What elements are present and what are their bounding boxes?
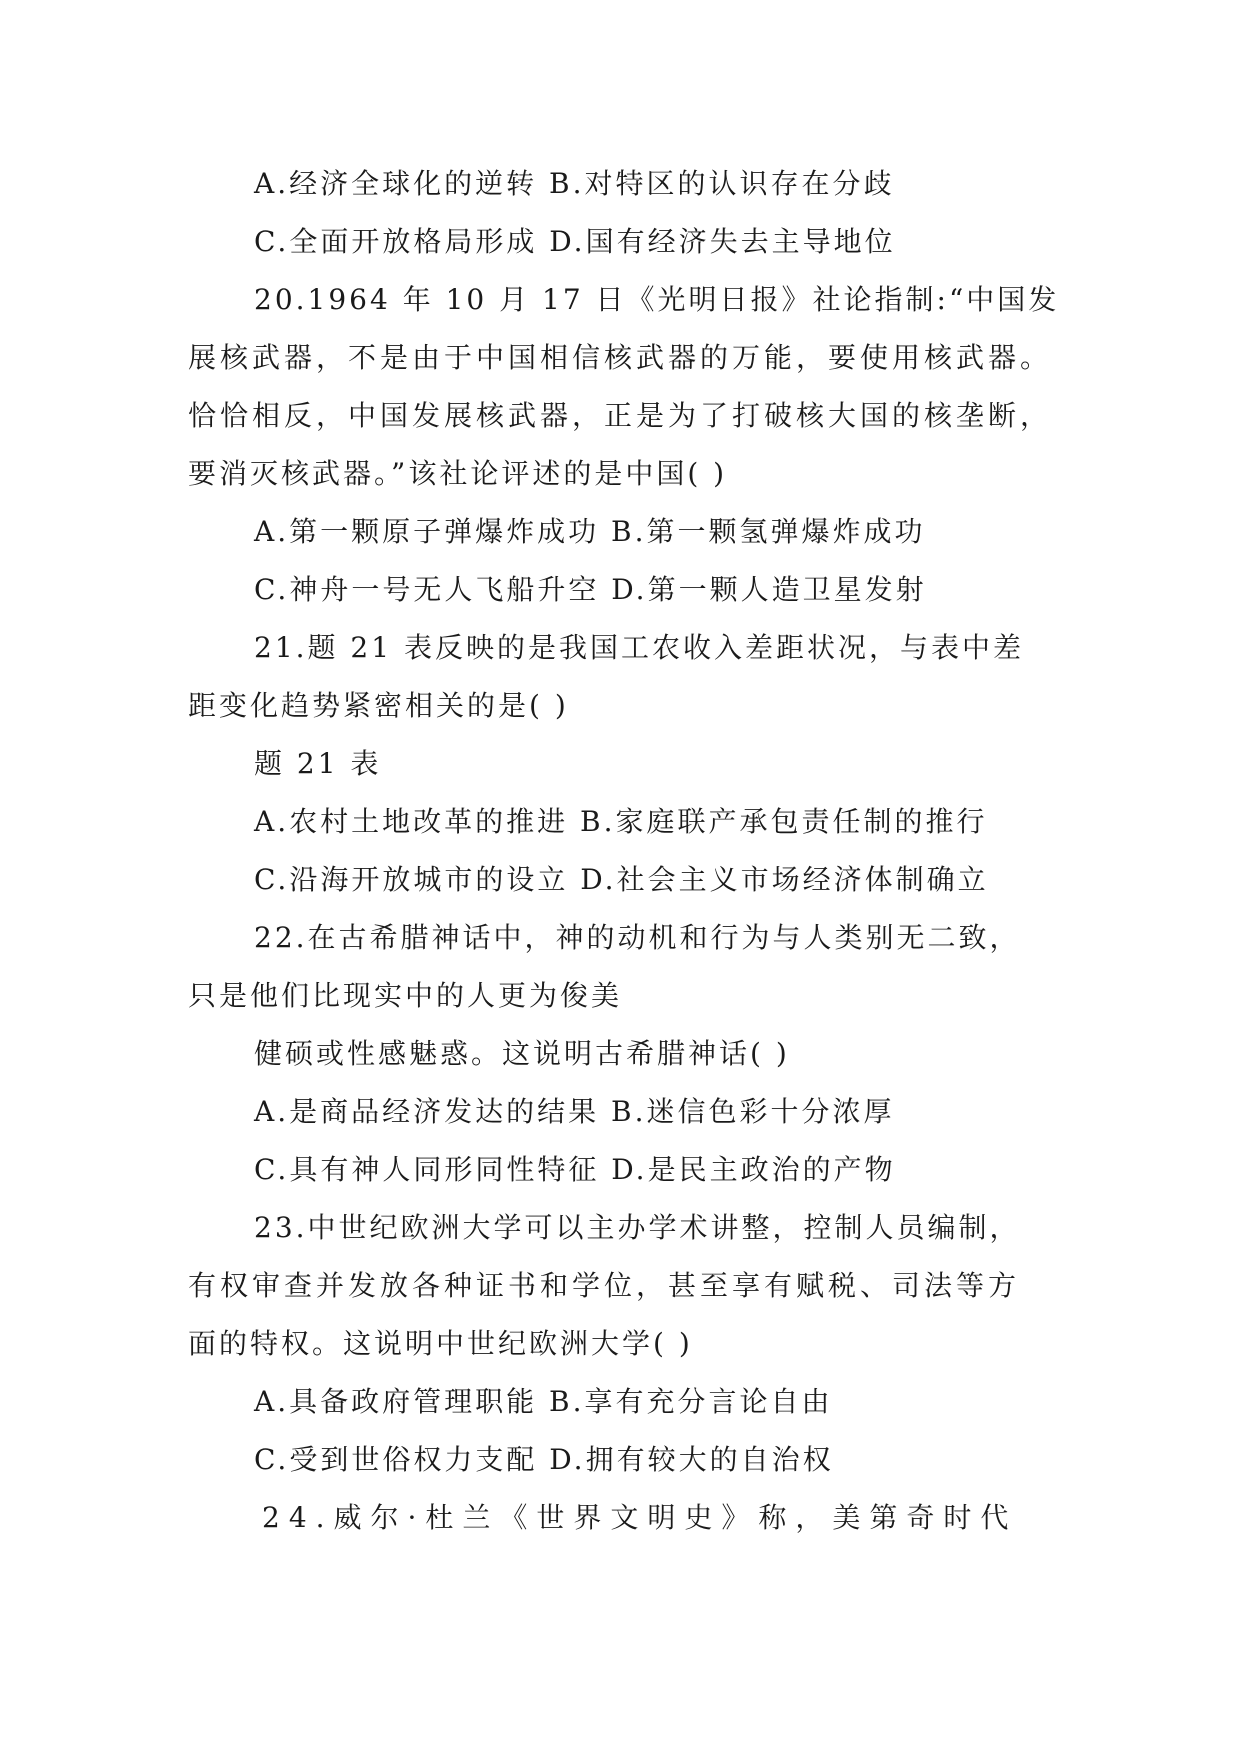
q22-stem-line-3: 健硕或性感魅惑。这说明古希腊神话( ) <box>254 1037 790 1070</box>
q20-options-cd: C.神舟一号无人飞船升空 D.第一颗人造卫星发射 <box>254 573 927 606</box>
q20-stem-line-1: 20.1964 年 10 月 17 日《光明日报》社论指制:“中国发 <box>254 283 1060 316</box>
q23-options-ab: A.具备政府管理职能 B.享有充分言论自由 <box>254 1385 833 1418</box>
q23-options-cd: C.受到世俗权力支配 D.拥有较大的自治权 <box>254 1443 834 1476</box>
q21-options-ab: A.农村土地改革的推进 B.家庭联产承包责任制的推行 <box>254 805 988 838</box>
q20-stem-line-4: 要消灭核武器。”该社论评述的是中国( ) <box>188 457 728 490</box>
q19-options-ab: A.经济全球化的逆转 B.对特区的认识存在分歧 <box>254 167 895 200</box>
q19-options-cd: C.全面开放格局形成 D.国有经济失去主导地位 <box>254 225 896 258</box>
q20-options-ab: A.第一颗原子弹爆炸成功 B.第一颗氢弹爆炸成功 <box>254 515 926 548</box>
q21-options-cd: C.沿海开放城市的设立 D.社会主义市场经济体制确立 <box>254 863 989 896</box>
q22-options-cd: C.具有神人同形同性特征 D.是民主政治的产物 <box>254 1153 896 1186</box>
q23-stem-line-2: 有权审查并发放各种证书和学位，甚至享有赋税、司法等方 <box>188 1269 1021 1302</box>
q24-stem-line-1: 24.威尔·杜兰《世界文明史》称，美第奇时代 <box>262 1501 1018 1534</box>
q23-stem-line-1: 23.中世纪欧洲大学可以主办学术讲整，控制人员编制， <box>254 1211 1021 1244</box>
q21-stem-line-1: 21.题 21 表反映的是我国工农收入差距状况，与表中差 <box>254 631 1024 664</box>
q22-stem-line-2: 只是他们比现实中的人更为俊美 <box>188 979 623 1012</box>
q20-stem-line-3: 恰恰相反，中国发展核武器，正是为了打破核大国的核垄断， <box>188 399 1053 432</box>
q22-stem-line-1: 22.在古希腊神话中，神的动机和行为与人类别无二致， <box>254 921 1021 954</box>
q21-table-caption: 题 21 表 <box>254 747 382 780</box>
q20-stem-line-2: 展核武器，不是由于中国相信核武器的万能，要使用核武器。 <box>188 341 1053 374</box>
q23-stem-line-3: 面的特权。这说明中世纪欧洲大学( ) <box>188 1327 693 1360</box>
q22-options-ab: A.是商品经济发达的结果 B.迷信色彩十分浓厚 <box>254 1095 895 1128</box>
q21-stem-line-2: 距变化趋势紧密相关的是( ) <box>188 689 569 722</box>
